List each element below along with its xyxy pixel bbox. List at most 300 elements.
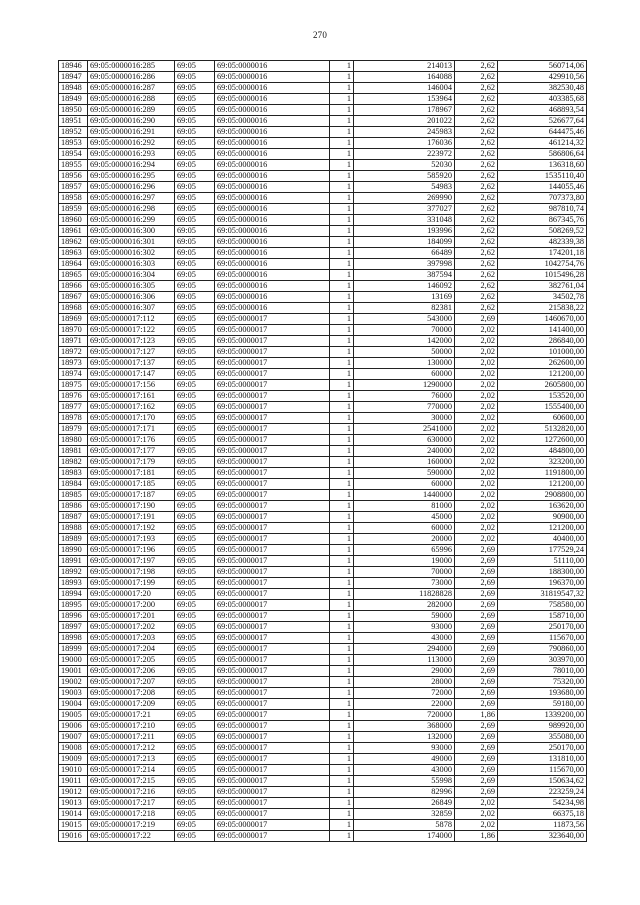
district-code-cell: 69:05 bbox=[175, 666, 215, 677]
count-cell: 1 bbox=[330, 468, 354, 479]
area-cell: 585920 bbox=[354, 171, 455, 182]
rate-cell: 2,02 bbox=[455, 798, 498, 809]
table-row bbox=[59, 204, 587, 215]
cadastral-number-cell: 69:05:0000017:21 bbox=[88, 710, 175, 721]
value-cell: 586806,64 bbox=[498, 149, 587, 160]
district-code-cell: 69:05 bbox=[175, 292, 215, 303]
row-number-cell: 18968 bbox=[59, 303, 88, 314]
rate-cell: 2,62 bbox=[455, 83, 498, 94]
district-code-cell: 69:05 bbox=[175, 732, 215, 743]
district-code-cell: 69:05 bbox=[175, 314, 215, 325]
count-cell: 1 bbox=[330, 171, 354, 182]
table-row bbox=[59, 160, 587, 171]
cadastral-number-cell: 69:05:0000017:185 bbox=[88, 479, 175, 490]
table-row bbox=[59, 567, 587, 578]
area-cell: 630000 bbox=[354, 435, 455, 446]
rate-cell: 2,02 bbox=[455, 391, 498, 402]
area-cell: 240000 bbox=[354, 446, 455, 457]
rate-cell: 2,02 bbox=[455, 809, 498, 820]
count-cell: 1 bbox=[330, 446, 354, 457]
value-cell: 193680,00 bbox=[498, 688, 587, 699]
value-cell: 1272600,00 bbox=[498, 435, 587, 446]
count-cell: 1 bbox=[330, 633, 354, 644]
count-cell: 1 bbox=[330, 292, 354, 303]
quarter-code-cell: 69:05:0000017 bbox=[215, 435, 330, 446]
rate-cell: 2,62 bbox=[455, 204, 498, 215]
count-cell: 1 bbox=[330, 831, 354, 842]
value-cell: 34502,78 bbox=[498, 292, 587, 303]
value-cell: 150634,62 bbox=[498, 776, 587, 787]
value-cell: 644475,46 bbox=[498, 127, 587, 138]
rate-cell: 2,62 bbox=[455, 259, 498, 270]
row-number-cell: 18983 bbox=[59, 468, 88, 479]
quarter-code-cell: 69:05:0000017 bbox=[215, 336, 330, 347]
rate-cell: 2,02 bbox=[455, 501, 498, 512]
count-cell: 1 bbox=[330, 754, 354, 765]
rate-cell: 2,62 bbox=[455, 127, 498, 138]
quarter-code-cell: 69:05:0000016 bbox=[215, 281, 330, 292]
row-number-cell: 18988 bbox=[59, 523, 88, 534]
quarter-code-cell: 69:05:0000017 bbox=[215, 325, 330, 336]
rate-cell: 2,62 bbox=[455, 105, 498, 116]
rate-cell: 2,02 bbox=[455, 413, 498, 424]
cadastral-number-cell: 69:05:0000016:300 bbox=[88, 226, 175, 237]
area-cell: 201022 bbox=[354, 116, 455, 127]
value-cell: 66375,18 bbox=[498, 809, 587, 820]
cadastral-number-cell: 69:05:0000017:214 bbox=[88, 765, 175, 776]
rate-cell: 2,62 bbox=[455, 160, 498, 171]
count-cell: 1 bbox=[330, 281, 354, 292]
count-cell: 1 bbox=[330, 116, 354, 127]
cadastral-number-cell: 69:05:0000017:198 bbox=[88, 567, 175, 578]
cadastral-number-cell: 69:05:0000017:216 bbox=[88, 787, 175, 798]
quarter-code-cell: 69:05:0000017 bbox=[215, 358, 330, 369]
value-cell: 60600,00 bbox=[498, 413, 587, 424]
area-cell: 81000 bbox=[354, 501, 455, 512]
table-row bbox=[59, 149, 587, 160]
row-number-cell: 18946 bbox=[59, 61, 88, 72]
table-row bbox=[59, 105, 587, 116]
cadastral-number-cell: 69:05:0000016:299 bbox=[88, 215, 175, 226]
table-row bbox=[59, 413, 587, 424]
rate-cell: 2,69 bbox=[455, 545, 498, 556]
table-row bbox=[59, 402, 587, 413]
district-code-cell: 69:05 bbox=[175, 479, 215, 490]
rate-cell: 2,02 bbox=[455, 402, 498, 413]
row-number-cell: 18962 bbox=[59, 237, 88, 248]
row-number-cell: 19006 bbox=[59, 721, 88, 732]
area-cell: 59000 bbox=[354, 611, 455, 622]
district-code-cell: 69:05 bbox=[175, 270, 215, 281]
district-code-cell: 69:05 bbox=[175, 490, 215, 501]
area-cell: 113000 bbox=[354, 655, 455, 666]
table-row bbox=[59, 226, 587, 237]
count-cell: 1 bbox=[330, 655, 354, 666]
value-cell: 177529,24 bbox=[498, 545, 587, 556]
area-cell: 397998 bbox=[354, 259, 455, 270]
cadastral-number-cell: 69:05:0000016:296 bbox=[88, 182, 175, 193]
count-cell: 1 bbox=[330, 380, 354, 391]
rate-cell: 2,69 bbox=[455, 732, 498, 743]
count-cell: 1 bbox=[330, 457, 354, 468]
rate-cell: 2,02 bbox=[455, 479, 498, 490]
area-cell: 146092 bbox=[354, 281, 455, 292]
table-row bbox=[59, 325, 587, 336]
quarter-code-cell: 69:05:0000017 bbox=[215, 743, 330, 754]
row-number-cell: 19014 bbox=[59, 809, 88, 820]
area-cell: 26849 bbox=[354, 798, 455, 809]
cadastral-number-cell: 69:05:0000017:199 bbox=[88, 578, 175, 589]
cadastral-number-cell: 69:05:0000016:294 bbox=[88, 160, 175, 171]
area-cell: 543000 bbox=[354, 314, 455, 325]
count-cell: 1 bbox=[330, 424, 354, 435]
table-row bbox=[59, 644, 587, 655]
row-number-cell: 18985 bbox=[59, 490, 88, 501]
quarter-code-cell: 69:05:0000016 bbox=[215, 248, 330, 259]
row-number-cell: 18974 bbox=[59, 369, 88, 380]
district-code-cell: 69:05 bbox=[175, 281, 215, 292]
value-cell: 5132820,00 bbox=[498, 424, 587, 435]
quarter-code-cell: 69:05:0000016 bbox=[215, 149, 330, 160]
count-cell: 1 bbox=[330, 809, 354, 820]
area-cell: 50000 bbox=[354, 347, 455, 358]
table-row bbox=[59, 490, 587, 501]
count-cell: 1 bbox=[330, 138, 354, 149]
area-cell: 160000 bbox=[354, 457, 455, 468]
area-cell: 214013 bbox=[354, 61, 455, 72]
cadastral-number-cell: 69:05:0000017:201 bbox=[88, 611, 175, 622]
table-row bbox=[59, 732, 587, 743]
count-cell: 1 bbox=[330, 61, 354, 72]
rate-cell: 2,69 bbox=[455, 677, 498, 688]
cadastral-number-cell: 69:05:0000017:207 bbox=[88, 677, 175, 688]
district-code-cell: 69:05 bbox=[175, 589, 215, 600]
value-cell: 51110,00 bbox=[498, 556, 587, 567]
count-cell: 1 bbox=[330, 776, 354, 787]
row-number-cell: 18994 bbox=[59, 589, 88, 600]
rate-cell: 2,69 bbox=[455, 743, 498, 754]
row-number-cell: 19001 bbox=[59, 666, 88, 677]
row-number-cell: 18982 bbox=[59, 457, 88, 468]
cadastral-number-cell: 69:05:0000017:200 bbox=[88, 600, 175, 611]
row-number-cell: 18967 bbox=[59, 292, 88, 303]
district-code-cell: 69:05 bbox=[175, 556, 215, 567]
count-cell: 1 bbox=[330, 347, 354, 358]
area-cell: 65996 bbox=[354, 545, 455, 556]
quarter-code-cell: 69:05:0000016 bbox=[215, 116, 330, 127]
area-cell: 294000 bbox=[354, 644, 455, 655]
row-number-cell: 19002 bbox=[59, 677, 88, 688]
value-cell: 158710,00 bbox=[498, 611, 587, 622]
count-cell: 1 bbox=[330, 391, 354, 402]
table-row bbox=[59, 831, 587, 842]
district-code-cell: 69:05 bbox=[175, 391, 215, 402]
value-cell: 11873,56 bbox=[498, 820, 587, 831]
district-code-cell: 69:05 bbox=[175, 633, 215, 644]
district-code-cell: 69:05 bbox=[175, 721, 215, 732]
value-cell: 484800,00 bbox=[498, 446, 587, 457]
row-number-cell: 18958 bbox=[59, 193, 88, 204]
cadastral-number-cell: 69:05:0000016:302 bbox=[88, 248, 175, 259]
row-number-cell: 19004 bbox=[59, 699, 88, 710]
value-cell: 121200,00 bbox=[498, 479, 587, 490]
rate-cell: 2,69 bbox=[455, 589, 498, 600]
rate-cell: 2,62 bbox=[455, 116, 498, 127]
count-cell: 1 bbox=[330, 600, 354, 611]
row-number-cell: 18959 bbox=[59, 204, 88, 215]
rate-cell: 2,02 bbox=[455, 457, 498, 468]
rate-cell: 1,86 bbox=[455, 831, 498, 842]
rate-cell: 2,69 bbox=[455, 655, 498, 666]
count-cell: 1 bbox=[330, 193, 354, 204]
count-cell: 1 bbox=[330, 743, 354, 754]
cadastral-number-cell: 69:05:0000016:286 bbox=[88, 72, 175, 83]
cadastral-number-cell: 69:05:0000017:217 bbox=[88, 798, 175, 809]
area-cell: 76000 bbox=[354, 391, 455, 402]
row-number-cell: 18976 bbox=[59, 391, 88, 402]
cadastral-number-cell: 69:05:0000016:307 bbox=[88, 303, 175, 314]
cadastral-number-cell: 69:05:0000017:22 bbox=[88, 831, 175, 842]
quarter-code-cell: 69:05:0000017 bbox=[215, 820, 330, 831]
cadastral-number-cell: 69:05:0000016:292 bbox=[88, 138, 175, 149]
table-row bbox=[59, 523, 587, 534]
count-cell: 1 bbox=[330, 325, 354, 336]
row-number-cell: 19012 bbox=[59, 787, 88, 798]
quarter-code-cell: 69:05:0000016 bbox=[215, 83, 330, 94]
count-cell: 1 bbox=[330, 490, 354, 501]
table-row bbox=[59, 655, 587, 666]
area-cell: 153964 bbox=[354, 94, 455, 105]
district-code-cell: 69:05 bbox=[175, 325, 215, 336]
cadastral-number-cell: 69:05:0000016:305 bbox=[88, 281, 175, 292]
quarter-code-cell: 69:05:0000017 bbox=[215, 413, 330, 424]
area-cell: 720000 bbox=[354, 710, 455, 721]
area-cell: 70000 bbox=[354, 325, 455, 336]
count-cell: 1 bbox=[330, 94, 354, 105]
row-number-cell: 18990 bbox=[59, 545, 88, 556]
row-number-cell: 18971 bbox=[59, 336, 88, 347]
value-cell: 758580,00 bbox=[498, 600, 587, 611]
value-cell: 1042754,76 bbox=[498, 259, 587, 270]
area-cell: 368000 bbox=[354, 721, 455, 732]
count-cell: 1 bbox=[330, 303, 354, 314]
rate-cell: 2,69 bbox=[455, 622, 498, 633]
cadastral-number-cell: 69:05:0000017:203 bbox=[88, 633, 175, 644]
cadastral-number-cell: 69:05:0000017:181 bbox=[88, 468, 175, 479]
table-body bbox=[59, 61, 587, 842]
rate-cell: 2,62 bbox=[455, 171, 498, 182]
quarter-code-cell: 69:05:0000016 bbox=[215, 94, 330, 105]
row-number-cell: 18949 bbox=[59, 94, 88, 105]
count-cell: 1 bbox=[330, 523, 354, 534]
row-number-cell: 18947 bbox=[59, 72, 88, 83]
area-cell: 20000 bbox=[354, 534, 455, 545]
area-cell: 49000 bbox=[354, 754, 455, 765]
table-row bbox=[59, 347, 587, 358]
district-code-cell: 69:05 bbox=[175, 523, 215, 534]
district-code-cell: 69:05 bbox=[175, 710, 215, 721]
quarter-code-cell: 69:05:0000017 bbox=[215, 457, 330, 468]
quarter-code-cell: 69:05:0000017 bbox=[215, 721, 330, 732]
count-cell: 1 bbox=[330, 182, 354, 193]
quarter-code-cell: 69:05:0000017 bbox=[215, 490, 330, 501]
quarter-code-cell: 69:05:0000016 bbox=[215, 160, 330, 171]
district-code-cell: 69:05 bbox=[175, 193, 215, 204]
value-cell: 867345,76 bbox=[498, 215, 587, 226]
count-cell: 1 bbox=[330, 204, 354, 215]
table-row bbox=[59, 303, 587, 314]
cadastral-number-cell: 69:05:0000017:112 bbox=[88, 314, 175, 325]
rate-cell: 2,69 bbox=[455, 611, 498, 622]
quarter-code-cell: 69:05:0000017 bbox=[215, 776, 330, 787]
row-number-cell: 18969 bbox=[59, 314, 88, 325]
district-code-cell: 69:05 bbox=[175, 787, 215, 798]
value-cell: 115670,00 bbox=[498, 633, 587, 644]
district-code-cell: 69:05 bbox=[175, 204, 215, 215]
rate-cell: 2,02 bbox=[455, 435, 498, 446]
cadastral-number-cell: 69:05:0000016:306 bbox=[88, 292, 175, 303]
quarter-code-cell: 69:05:0000016 bbox=[215, 292, 330, 303]
rate-cell: 2,02 bbox=[455, 424, 498, 435]
value-cell: 355080,00 bbox=[498, 732, 587, 743]
quarter-code-cell: 69:05:0000017 bbox=[215, 567, 330, 578]
table-row bbox=[59, 688, 587, 699]
cadastral-number-cell: 69:05:0000016:291 bbox=[88, 127, 175, 138]
quarter-code-cell: 69:05:0000017 bbox=[215, 468, 330, 479]
count-cell: 1 bbox=[330, 545, 354, 556]
count-cell: 1 bbox=[330, 358, 354, 369]
count-cell: 1 bbox=[330, 402, 354, 413]
count-cell: 1 bbox=[330, 435, 354, 446]
row-number-cell: 18960 bbox=[59, 215, 88, 226]
rate-cell: 2,69 bbox=[455, 787, 498, 798]
table-row bbox=[59, 501, 587, 512]
value-cell: 790860,00 bbox=[498, 644, 587, 655]
area-cell: 54983 bbox=[354, 182, 455, 193]
cadastral-number-cell: 69:05:0000017:191 bbox=[88, 512, 175, 523]
area-cell: 269990 bbox=[354, 193, 455, 204]
cadastral-number-cell: 69:05:0000017:215 bbox=[88, 776, 175, 787]
area-cell: 28000 bbox=[354, 677, 455, 688]
row-number-cell: 18975 bbox=[59, 380, 88, 391]
value-cell: 59180,00 bbox=[498, 699, 587, 710]
value-cell: 115670,00 bbox=[498, 765, 587, 776]
rate-cell: 2,02 bbox=[455, 446, 498, 457]
table-row bbox=[59, 457, 587, 468]
rate-cell: 2,62 bbox=[455, 237, 498, 248]
district-code-cell: 69:05 bbox=[175, 182, 215, 193]
rate-cell: 2,62 bbox=[455, 61, 498, 72]
area-cell: 60000 bbox=[354, 479, 455, 490]
value-cell: 262600,00 bbox=[498, 358, 587, 369]
area-cell: 184099 bbox=[354, 237, 455, 248]
count-cell: 1 bbox=[330, 127, 354, 138]
quarter-code-cell: 69:05:0000017 bbox=[215, 754, 330, 765]
district-code-cell: 69:05 bbox=[175, 303, 215, 314]
count-cell: 1 bbox=[330, 556, 354, 567]
table-row bbox=[59, 127, 587, 138]
table-row bbox=[59, 94, 587, 105]
rate-cell: 2,62 bbox=[455, 226, 498, 237]
area-cell: 164088 bbox=[354, 72, 455, 83]
count-cell: 1 bbox=[330, 160, 354, 171]
count-cell: 1 bbox=[330, 688, 354, 699]
rate-cell: 2,02 bbox=[455, 325, 498, 336]
count-cell: 1 bbox=[330, 677, 354, 688]
table-row bbox=[59, 556, 587, 567]
value-cell: 303970,00 bbox=[498, 655, 587, 666]
table-row bbox=[59, 589, 587, 600]
rate-cell: 2,62 bbox=[455, 193, 498, 204]
cadastral-number-cell: 69:05:0000017:123 bbox=[88, 336, 175, 347]
table-row bbox=[59, 391, 587, 402]
quarter-code-cell: 69:05:0000017 bbox=[215, 501, 330, 512]
district-code-cell: 69:05 bbox=[175, 347, 215, 358]
area-cell: 174000 bbox=[354, 831, 455, 842]
rate-cell: 2,62 bbox=[455, 138, 498, 149]
cadastral-number-cell: 69:05:0000016:293 bbox=[88, 149, 175, 160]
cadastral-number-cell: 69:05:0000017:206 bbox=[88, 666, 175, 677]
count-cell: 1 bbox=[330, 259, 354, 270]
quarter-code-cell: 69:05:0000017 bbox=[215, 655, 330, 666]
district-code-cell: 69:05 bbox=[175, 138, 215, 149]
area-cell: 2541000 bbox=[354, 424, 455, 435]
cadastral-number-cell: 69:05:0000017:205 bbox=[88, 655, 175, 666]
row-number-cell: 18981 bbox=[59, 446, 88, 457]
area-cell: 387594 bbox=[354, 270, 455, 281]
row-number-cell: 18964 bbox=[59, 259, 88, 270]
area-cell: 176036 bbox=[354, 138, 455, 149]
value-cell: 1535110,40 bbox=[498, 171, 587, 182]
count-cell: 1 bbox=[330, 72, 354, 83]
table-row bbox=[59, 633, 587, 644]
table-row bbox=[59, 61, 587, 72]
table-row bbox=[59, 358, 587, 369]
area-cell: 60000 bbox=[354, 369, 455, 380]
district-code-cell: 69:05 bbox=[175, 457, 215, 468]
quarter-code-cell: 69:05:0000017 bbox=[215, 809, 330, 820]
value-cell: 101000,00 bbox=[498, 347, 587, 358]
rate-cell: 2,69 bbox=[455, 578, 498, 589]
count-cell: 1 bbox=[330, 798, 354, 809]
rate-cell: 2,62 bbox=[455, 149, 498, 160]
district-code-cell: 69:05 bbox=[175, 105, 215, 116]
value-cell: 323200,00 bbox=[498, 457, 587, 468]
count-cell: 1 bbox=[330, 270, 354, 281]
quarter-code-cell: 69:05:0000017 bbox=[215, 391, 330, 402]
value-cell: 508269,52 bbox=[498, 226, 587, 237]
table-row bbox=[59, 435, 587, 446]
rate-cell: 2,02 bbox=[455, 523, 498, 534]
table-row bbox=[59, 600, 587, 611]
row-number-cell: 19016 bbox=[59, 831, 88, 842]
row-number-cell: 19011 bbox=[59, 776, 88, 787]
value-cell: 215838,22 bbox=[498, 303, 587, 314]
district-code-cell: 69:05 bbox=[175, 171, 215, 182]
rate-cell: 2,62 bbox=[455, 182, 498, 193]
table-row bbox=[59, 809, 587, 820]
district-code-cell: 69:05 bbox=[175, 699, 215, 710]
rate-cell: 2,69 bbox=[455, 666, 498, 677]
value-cell: 1339200,00 bbox=[498, 710, 587, 721]
cadastral-number-cell: 69:05:0000016:290 bbox=[88, 116, 175, 127]
table-row bbox=[59, 193, 587, 204]
area-cell: 590000 bbox=[354, 468, 455, 479]
page-number: 270 bbox=[312, 30, 328, 40]
cadastral-number-cell: 69:05:0000017:170 bbox=[88, 413, 175, 424]
table-row bbox=[59, 215, 587, 226]
area-cell: 43000 bbox=[354, 633, 455, 644]
